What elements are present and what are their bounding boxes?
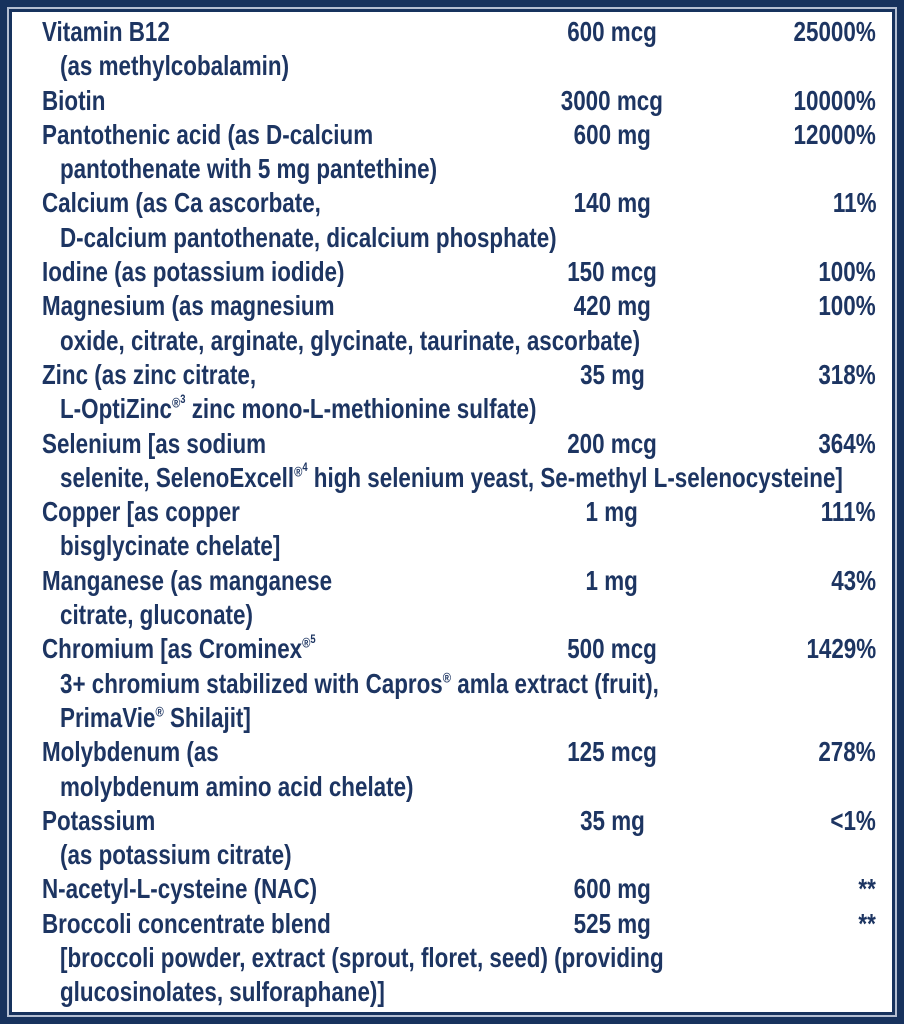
nutrient-row — [42, 15, 876, 49]
nutrient-detail-line — [42, 667, 876, 701]
nutrient-row — [42, 84, 876, 118]
footnote-number: 3 — [180, 392, 186, 406]
nutrient-name — [42, 495, 522, 529]
nutrient-amount — [522, 15, 702, 49]
nutrient-daily-value — [702, 358, 876, 392]
nutrient-detail-text: pantothenate with 5 mg pantethine) — [60, 153, 438, 185]
nutrient-amount — [522, 118, 702, 152]
nutrient-row — [42, 804, 876, 838]
nutrient-daily-value-text: <1% — [830, 804, 876, 836]
nutrient-amount-text: 600 mg — [573, 873, 651, 905]
nutrient-row — [42, 427, 876, 461]
nutrient-detail-text: (as potassium citrate) — [60, 839, 292, 871]
nutrient-name-text: Broccoli concentrate blend — [42, 907, 331, 939]
nutrient-detail-line — [42, 461, 876, 495]
nutrient-daily-value-text: 364% — [818, 427, 876, 459]
nutrient-daily-value-text: 318% — [818, 358, 876, 390]
registered-trademark-symbol: ® — [302, 635, 311, 652]
nutrient-daily-value-text: 25000% — [793, 16, 876, 47]
nutrient-name — [42, 118, 522, 152]
nutrient-daily-value — [702, 872, 876, 906]
nutrient-name — [42, 255, 522, 289]
nutrient-name-text: Copper [as copper — [42, 496, 240, 528]
nutrient-detail-text: glucosinolates, sulforaphane)] — [60, 976, 385, 1008]
nutrient-name — [42, 15, 522, 49]
nutrient-daily-value-text: 43% — [831, 564, 876, 596]
nutrient-amount — [522, 186, 702, 220]
nutrient-daily-value — [702, 495, 876, 529]
nutrient-amount-text: 1 mg — [585, 496, 639, 528]
nutrient-row — [42, 255, 876, 289]
nutrient-daily-value — [702, 15, 876, 49]
nutrient-amount — [522, 495, 702, 529]
nutrient-detail-text: oxide, citrate, arginate, glycinate, taurinate, ascorbate) — [60, 324, 641, 356]
nutrient-daily-value — [702, 735, 876, 769]
nutrient-detail-line — [42, 598, 876, 632]
nutrient-name — [42, 289, 522, 323]
nutrient-name-text: Pantothenic acid (as D-calcium — [42, 118, 374, 150]
nutrient-daily-value-text: ** — [858, 907, 876, 939]
nutrient-row — [42, 564, 876, 598]
nutrient-daily-value — [702, 289, 876, 323]
nutrient-amount-text: 125 mcg — [567, 736, 657, 768]
nutrient-amount — [522, 289, 702, 323]
nutrient-daily-value-text: 111% — [821, 496, 876, 528]
nutrient-name-text: Chromium [as Crominex$^{®5}$ — [42, 632, 316, 665]
nutrient-daily-value-text: 10000% — [793, 84, 876, 116]
nutrient-amount — [522, 427, 702, 461]
nutrient-detail-text: molybdenum amino acid chelate) — [60, 770, 414, 802]
nutrient-daily-value — [702, 804, 876, 838]
nutrient-amount-text: 500 mcg — [567, 633, 657, 665]
nutrient-amount — [522, 632, 702, 666]
nutrient-row — [42, 632, 876, 666]
nutrient-amount-text: 35 mg — [579, 358, 645, 390]
nutrient-name-text: Zinc (as zinc citrate, — [42, 358, 257, 390]
nutrient-detail-line — [42, 49, 876, 83]
nutrient-daily-value — [702, 118, 876, 152]
nutrient-row — [42, 289, 876, 323]
nutrient-daily-value-text: 1429% — [806, 633, 876, 665]
nutrient-name — [42, 872, 522, 906]
nutrient-amount — [522, 907, 702, 941]
registered-trademark-symbol: ® — [442, 669, 452, 686]
nutrient-amount-text: 150 mcg — [567, 256, 657, 288]
nutrient-name-text: Magnesium (as magnesium — [42, 290, 335, 322]
nutrient-name-text: Manganese (as manganese — [42, 564, 333, 596]
nutrient-amount-text: 420 mg — [573, 290, 651, 322]
nutrient-detail-text: D-calcium pantothenate, dicalcium phosphate) — [60, 221, 557, 253]
nutrient-daily-value — [702, 632, 876, 666]
nutrient-daily-value — [702, 255, 876, 289]
nutrient-daily-value — [702, 427, 876, 461]
nutrient-name — [42, 427, 522, 461]
nutrient-amount — [522, 735, 702, 769]
nutrient-detail-line — [42, 221, 876, 255]
nutrient-amount — [522, 255, 702, 289]
nutrient-name-text: Biotin — [42, 84, 106, 116]
nutrient-name — [42, 804, 522, 838]
nutrient-amount-text: 600 mcg — [567, 16, 657, 47]
nutrient-row — [42, 186, 876, 220]
nutrient-amount — [522, 358, 702, 392]
nutrient-row — [42, 735, 876, 769]
footnote-number: 4 — [302, 461, 308, 475]
nutrient-detail-line — [42, 770, 876, 804]
nutrient-detail-line — [42, 529, 876, 563]
nutrient-amount — [522, 872, 702, 906]
nutrient-amount-text: 1 mg — [585, 564, 639, 596]
nutrient-detail-line — [42, 392, 876, 426]
nutrient-daily-value — [702, 907, 876, 941]
nutrient-amount-text: 35 mg — [579, 804, 645, 836]
nutrient-name — [42, 564, 522, 598]
nutrient-name-text: N-acetyl-L-cysteine (NAC) — [42, 873, 318, 905]
nutrient-name-text: Iodine (as potassium iodide) — [42, 256, 345, 288]
nutrient-amount — [522, 84, 702, 118]
nutrient-detail-text: citrate, gluconate) — [60, 599, 253, 631]
nutrient-daily-value-text: 100% — [818, 290, 876, 322]
nutrient-detail-line — [42, 838, 876, 872]
nutrient-daily-value-text: 278% — [818, 736, 876, 768]
nutrient-name-text: Molybdenum (as — [42, 736, 219, 768]
registered-trademark-symbol: ® — [171, 394, 181, 411]
nutrient-amount-text: 600 mg — [573, 118, 651, 150]
nutrient-amount-text: 140 mg — [573, 187, 651, 219]
nutrient-daily-value-text: 100% — [818, 256, 876, 288]
nutrient-name — [42, 186, 522, 220]
nutrient-name-text: Calcium (as Ca ascorbate, — [42, 187, 321, 219]
nutrient-row — [42, 872, 876, 906]
nutrient-daily-value-text: 12000% — [793, 118, 876, 150]
nutrient-daily-value — [702, 186, 876, 220]
nutrient-row — [42, 495, 876, 529]
nutrient-amount — [522, 804, 702, 838]
nutrient-name — [42, 735, 522, 769]
registered-trademark-symbol: ® — [294, 463, 303, 480]
nutrient-daily-value-text: ** — [858, 873, 876, 905]
nutrient-name — [42, 907, 522, 941]
nutrient-name — [42, 632, 522, 666]
nutrient-detail-text: (as methylcobalamin) — [60, 50, 290, 82]
nutrient-name — [42, 84, 522, 118]
nutrient-row — [42, 907, 876, 941]
nutrient-daily-value — [702, 84, 876, 118]
supplement-label-panel — [9, 9, 895, 1015]
nutrient-name-text: Vitamin B12 — [42, 16, 170, 47]
nutrient-detail-text: selenite, SelenoExcell$^{®4}$ high selenium yeast, Se-methyl L-selenocysteine] — [60, 461, 843, 493]
nutrient-detail-line — [42, 152, 876, 186]
nutrient-name-text: Potassium — [42, 804, 156, 836]
nutrient-detail-text: L-OptiZinc$^{®3}$ zinc mono-L-methionine sulfate) — [60, 392, 537, 425]
nutrient-name — [42, 358, 522, 392]
nutrient-detail-text: bisglycinate chelate] — [60, 530, 281, 562]
nutrient-amount-text: 525 mg — [573, 907, 651, 939]
nutrient-detail-line — [42, 941, 876, 975]
nutrient-amount-text: 3000 mcg — [560, 84, 664, 116]
nutrient-detail-text: 3+ chromium stabilized with Capros® amla extract (fruit), — [60, 667, 659, 699]
nutrient-row — [42, 118, 876, 152]
supplement-rows — [42, 15, 876, 1010]
nutrient-amount-text: 200 mcg — [567, 427, 657, 459]
nutrient-detail-text: PrimaVie® Shilajit] — [60, 701, 251, 733]
nutrient-detail-line — [42, 701, 876, 735]
nutrient-detail-line — [42, 975, 876, 1009]
nutrient-daily-value-text: 11% — [832, 187, 876, 219]
nutrient-detail-text: [broccoli powder, extract (sprout, floret, seed) (providing — [60, 942, 664, 974]
nutrient-name-text: Selenium [as sodium — [42, 427, 267, 459]
nutrient-amount — [522, 564, 702, 598]
registered-trademark-symbol: ® — [155, 703, 164, 720]
footnote-number: 5 — [310, 632, 316, 646]
nutrient-detail-line — [42, 324, 876, 358]
nutrient-daily-value — [702, 564, 876, 598]
nutrient-row — [42, 358, 876, 392]
